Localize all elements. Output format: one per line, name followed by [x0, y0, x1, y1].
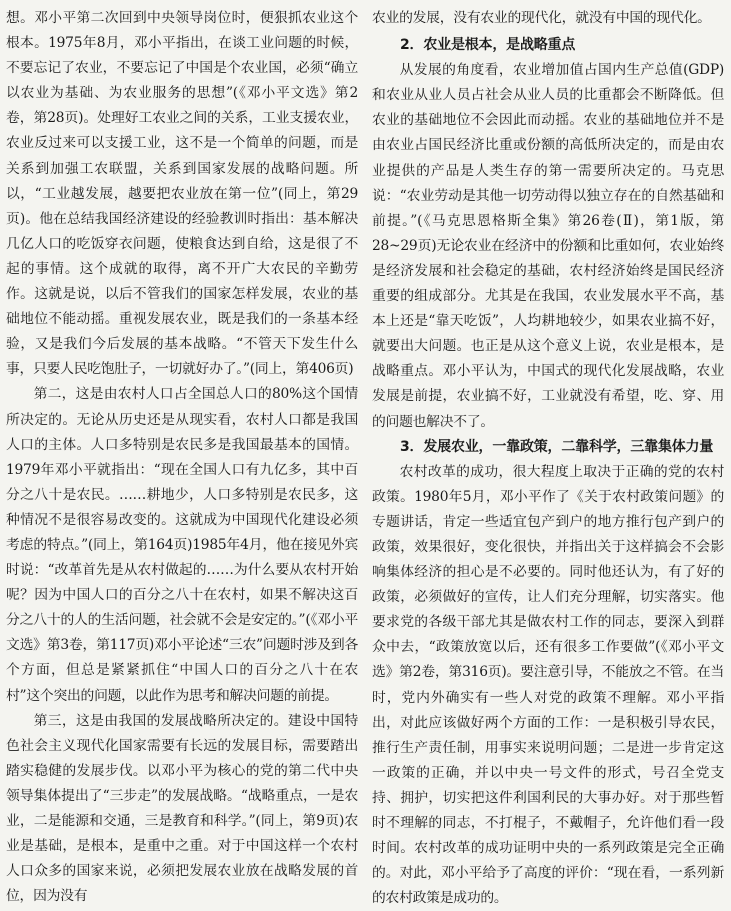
right-column	[372, 6, 724, 911]
right-paragraph-section-2: 从发展的角度看，农业增加值占国内生产总值(GDP)和农业从业人员占社会从业人员的比重都会不断降低。但农业的基础地位不会因此而动摇。农业的基础地位并不是由农业占国民经济比重或份额的高低所决定的，而是由农业提供的产品是人类生存的第一需要所决定的。马克思说：“农业劳动是其他一切劳动得以独立存在的自然基础和前提。”(《马克思恩格斯全集》第26卷(Ⅱ)，第1版，第28~29页)无论农业在经济中的份额和比重如何，农业始终是经济发展和社会稳定的基础，农村经济始终是国民经济重要的组成部分。尤其是在我国，农业发展水平不高，基本上还是“靠天吃饭”，人均耕地较少，如果农业搞不好，就要出大问题。也正是从这个意义上说，农业是根本，是战略重点。邓小平认为，中国式的现代化发展战略，农业发展是前提，农业搞不好，工业就没有希望，吃、穿、用的问题也解决不了。	[372, 62, 724, 430]
left-paragraph-1: 想。邓小平第二次回到中央领导岗位时，便狠抓农业这个根本。1975年8月，邓小平指出，在谈工业问题的时候，不要忘记了农业，不要忘记了中国是个农业国，必须“确立以农业为基础、为农业服务的思想”(《邓小平文选》第2卷，第28页)。处理好工农业之间的关系，工业支援农业，农业反过来可以支援工业，这不是一个简单的问题，而是关系到加强工农联盟，关系到国家发展的战略问题。所以，“工业越发展，越要把农业放在第一位”(同上，第29页)。他在总结我国经济建设的经验教训时指出：基本解决几亿人口的吃饭穿衣问题，使粮食达到自给，这是很了不起的事情。这个成就的取得，离不开广大农民的辛勤劳作。这就是说，以后不管我们的国家怎样发展，农业的基础地位不能动摇。重视发展农业，既是我们的一条基本经验，又是我们今后发展的基本战略。“不管天下发生什么事，只要人民吃饱肚子，一切就好办了。”(同上，第406页)	[6, 10, 358, 378]
section-heading-2: 2．农业是根本，是战略重点	[400, 37, 576, 54]
right-intro-paragraph: 农业的发展，没有农业的现代化，就没有中国的现代化。	[372, 10, 711, 26]
left-column	[6, 6, 358, 909]
right-paragraph-section-3: 农村改革的成功，很大程度上取决于正确的党的农村政策。1980年5月，邓小平作了《关于农村政策问题》的专题讲话，肯定一些适宜包产到户的地方推行包产到户的政策，效果很好，变化很快，并指出关于这样搞会不会影响集体经济的担心是不必要的。同时他还认为，有了好的政策，必须做好的宣传，让人们充分理解，切实落实。他要求党的各级干部尤其是做农村工作的同志，要深入到群众中去，“政策放宽以后，还有很多工作要做”(《邓小平文选》第2卷，第316页)。要注意引导，不能放之不管。在当时，党内外确实有一些人对党的政策不理解。邓小平指出，对此应该做好两个方面的工作：一是积极引导农民，推行生产责任制，用事实来说明问题；二是进一步肯定这一政策的正确，并以中央一号文件的形式，号召全党支持、拥护，切实把这件利国利民的大事办好。对于那些暂时不理解的同志，不打棍子，不戴帽子，允许他们看一段时间。农村改革的成功证明中央的一系列政策是完全正确的。对此，邓小平给予了高度的评价：“现在看，一系列新的农村政策是成功的。	[372, 463, 724, 907]
section-heading-3: 3．发展农业，一靠政策，二靠科学，三靠集体力量	[400, 438, 714, 455]
left-paragraph-2: 第二，这是由农村人口占全国总人口的80%这个国情所决定的。无论从历史还是从现实看，农村人口都是我国人口的主体。人口多特别是农民多是我国最基本的国情。1979年邓小平就指出：“现在全国人口有九亿多，其中百分之八十是农民。……耕地少，人口多特别是农民多，这种情况不是很容易改变的。这就成为中国现代化建设必须考虑的特点。”(同上，第164页)1985年4月，他在接见外宾时说：“改革首先是从农村做起的……为什么要从农村开始呢？因为中国人口的百分之八十在农村，如果不解决这百分之八十的人的生活问题，社会就不会是安定的。”(《邓小平文选》第3卷，第117页)邓小平论述“三农”问题时涉及到各个方面，但总是紧紧抓住“中国人口的百分之八十在农村”这个突出的问题，以此作为思考和解决问题的前提。	[6, 386, 358, 704]
left-paragraph-3: 第三，这是由我国的发展战略所决定的。建设中国特色社会主义现代化国家需要有长远的发展目标，需要踏出踏实稳健的发展步伐。以邓小平为核心的党的第二代中央领导集体提出了“三步走”的发展战略。“战略重点，一是农业，二是能源和交通，三是教育和科学。”(同上，第9页)农业是基础，是根本，是重中之重。对于中国这样一个农村人口众多的国家来说，必须把发展农业放在战略发展的首位，因为没有	[6, 712, 358, 905]
